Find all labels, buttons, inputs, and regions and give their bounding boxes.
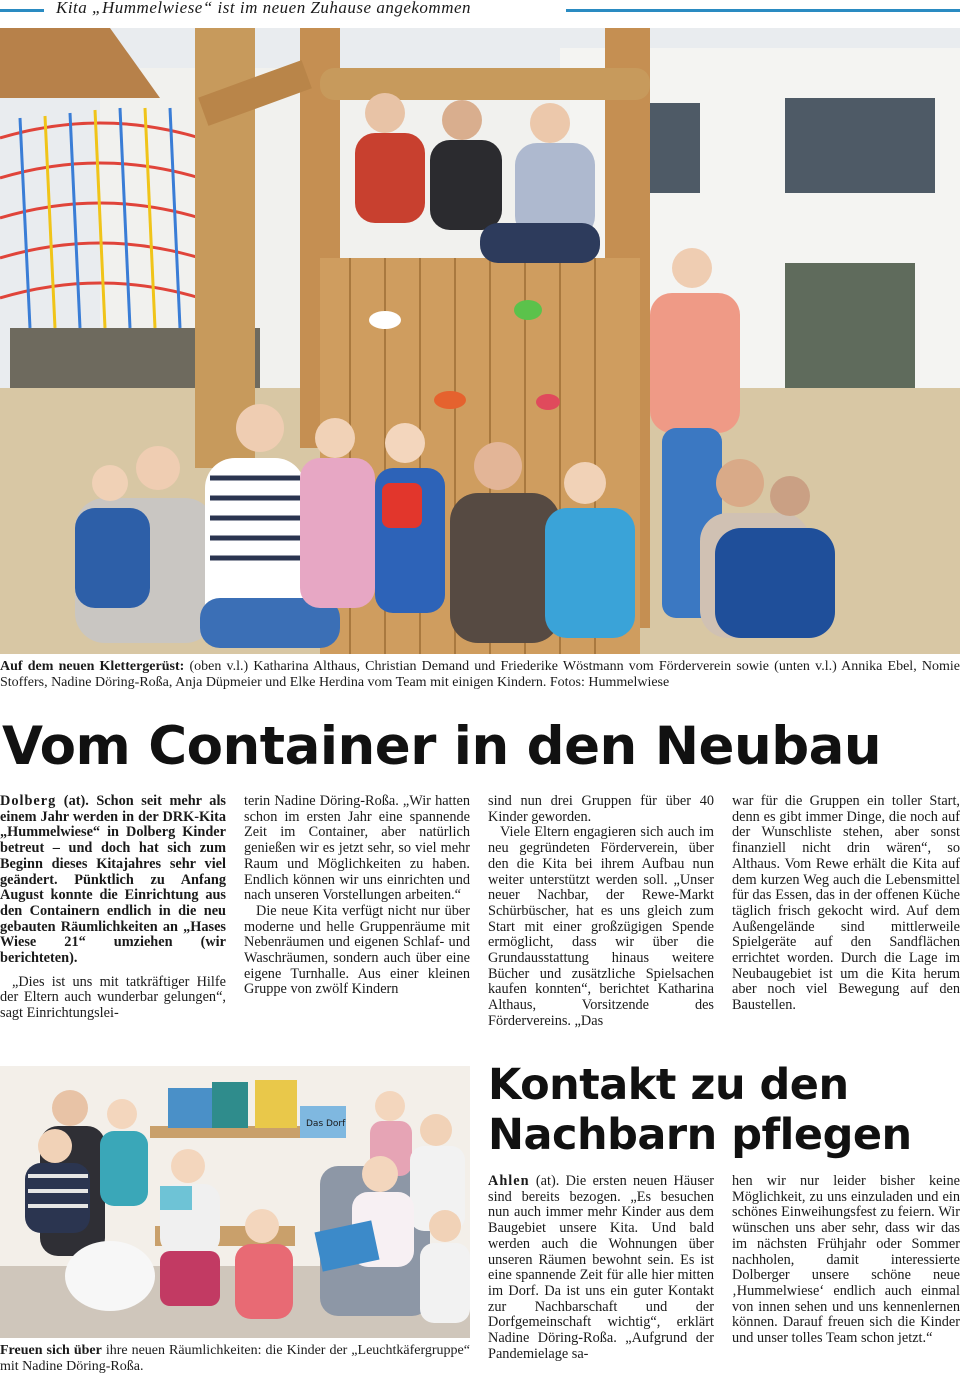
photo-reading-corner — [0, 1066, 470, 1338]
photo-climbing-frame — [0, 28, 960, 654]
caption-2-text: ihre neuen Räumlichkeiten: die Kinder der „Leuchtkäfergruppe“ mit Nadine Döring-Roßa. — [0, 1343, 470, 1374]
article2-column-1 — [488, 1174, 714, 1362]
photo-caption-2 — [0, 1343, 470, 1375]
article1-col3-p2: Viele Eltern engagieren sich auch im neu gegründeten Förderverein, über den die Kita bei ihrem Aufbau nun weiter unterstützt werden soll. „Unser neuer Nachbar, der Rewe-Markt Schürbüscher, hat es uns gleich zum Start mit einer großzügigen Spende ermöglicht, dass wir über die Grundausstattung hinaus weitere Bücher und zusätzliche Spielsachen kaufen konnten“, berichtet Katharina Althaus, Vorsitzende des Fördervereins. „Das — [488, 824, 714, 1029]
book-title-label: Das Dorf — [306, 1119, 346, 1129]
kicker-rule-left — [0, 9, 44, 12]
headline-secondary — [488, 1060, 960, 1160]
article2-col1-text: (at). Die ersten neuen Häuser sind bereits bezogen. „Es besuchen nun auch immer mehr Kinder aus dem Baugebiet unsere Kita. Und bald werden auch die Wohnungen über unseren Räumen bewohnt sein. Es ist eine spannende Zeit für alle hier mitten im Dorf. Da ist uns ein guter Kontakt zur Nachbarschaft und der Dorfgemeinschaft wichtig“, erklärt Nadine Döring-Roßa. „Aufgrund der Pandemielage sa- — [488, 1173, 714, 1362]
article1-col1-p2: „Dies ist uns mit tatkräftiger Hilfe der Eltern auch wunderbar gelungen“, sagt Einrichtungslei- — [0, 973, 226, 1022]
article1-col2-p2: Die neue Kita verfügt nicht nur über moderne und helle Gruppenräume mit Nebenräumen und eigenen Schlaf- und Waschräumen, sondern auch über eine eigene Turnhalle. Aus einer kleinen Gruppe von zwölf Kindern — [244, 902, 470, 998]
section-kicker — [0, 0, 960, 20]
article2-col2-text: hen wir nur leider bisher keine Möglichkeit, zu uns einzuladen und ein schönes Einweihungsfest zu feiern. Wir wünschen uns aber sehr, dass wir das im nächsten Frühjahr oder Sommer nachholen, damit interessierte Dolberger unsere schöne neue ‚Hummelwiese‘ endlich auch einmal von innen sehen und uns kennenlernen können. Darauf freuen sich die Kinder und unser tolles Team schon jetzt.“ — [732, 1173, 960, 1347]
caption-1-text: (oben v.l.) Katharina Althaus, Christian Demand und Friederike Wöstmann vom Förderverein sowie (unten v.l.) Annika Ebel, Nomie Stoffers, Nadine Döring-Roßa, Anja Düpmeier und Elke Herdina vom Team mit einigen Kindern. Fotos: Hummelwiese — [0, 659, 960, 690]
caption-2-lead: Freuen sich über — [0, 1343, 102, 1358]
headline-secondary-line-2: Nachbarn pflegen — [488, 1110, 912, 1160]
article1-column-4 — [732, 794, 960, 1014]
article1-column-1 — [0, 794, 226, 1022]
article2-column-2 — [732, 1174, 960, 1347]
article1-col3-p1: sind nun drei Gruppen für über 40 Kinder geworden. — [488, 793, 714, 825]
kicker-text: Kita „Hummelwiese“ ist im neuen Zuhause angekommen — [50, 0, 477, 18]
article1-column-3 — [488, 794, 714, 1030]
kicker-rule-right — [566, 9, 960, 12]
caption-1-lead: Auf dem neuen Klettergerüst: — [0, 659, 185, 674]
dateline-dolberg: Dolberg — [0, 793, 57, 809]
article1-col4-p1: war für die Gruppen ein toller Start, denn es gibt immer Dinge, die noch auf der Wunschliste stehen, aber sonst finanziell nicht drin wären“, so Althaus. Vom Rewe erhält die Kita auf dem kurzen Weg auch die Lebensmittel für das Essen, das in der offenen Küche täglich frisch gekocht wird. Auf dem Außengelände sind mittlerweile Spielgeräte auf den Sandflächen errichtet worden. Durch die Lage im Neubaugebiet ist um die Kita herum aber noch viel Bewegung auf den Baustellen. — [732, 793, 960, 1014]
article1-column-2 — [244, 794, 470, 998]
photo-caption-1 — [0, 659, 960, 691]
dateline-ahlen: Ahlen — [488, 1173, 530, 1189]
headline-main: Vom Container in den Neubau — [2, 716, 882, 777]
headline-secondary-line-1: Kontakt zu den — [488, 1060, 849, 1110]
article1-col2-p1: terin Nadine Döring-Roßa. „Wir hatten schon im ersten Jahr eine spannende Zeit im Container, aber natürlich genießen wir es jetzt sehr, so viel mehr Raum und Möglichkeiten zu haben. Endlich können wir uns einrichten und nach unseren Vorstellungen arbeiten.“ — [244, 793, 470, 904]
article1-lead-text: (at). Schon seit mehr als einem Jahr werden in der DRK-Kita „Hummelwiese“ in Dolberg Kinder betreut – und doch hat sich zum Beginn dieses Kitajahres sehr viel geändert. Pünktlich zu Anfang August konnte die Einrichtung aus den Containern endlich in die neu gebauten Räumlichkeiten an „Hases Wiese 21“ umziehen (wir berichteten). — [0, 793, 226, 967]
